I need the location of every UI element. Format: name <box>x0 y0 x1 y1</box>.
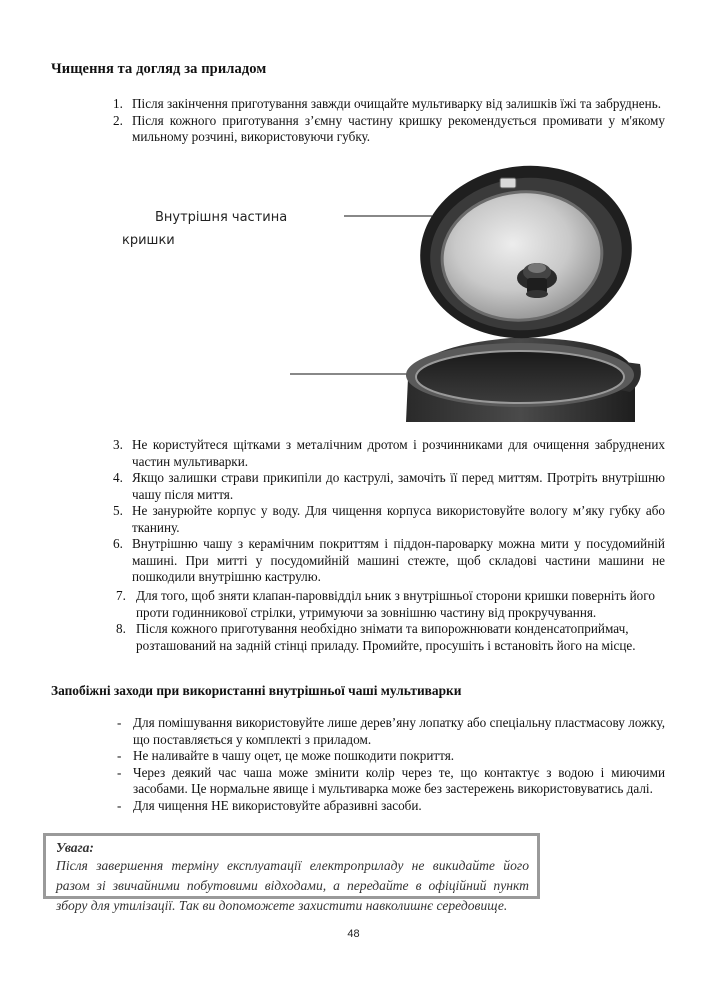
notice-body: Після завершення терміну експлуатації електроприладу не викидайте його разом зі звичайними побутовими відходами, а передайте в офіційний пункт збору для утилізації. Так ви допоможете захистити навколишнє середовище. <box>56 858 529 913</box>
list-item-number: 1. <box>113 96 123 111</box>
list-bullet: - <box>117 715 122 730</box>
list-item <box>113 503 665 536</box>
list-item-number: 6. <box>113 536 123 551</box>
caption-line: кришки <box>122 233 175 248</box>
precautions-heading: Запобіжні заходи при використанні внутрішньої чаші мультиварки <box>51 683 462 698</box>
precautions-list <box>117 715 665 814</box>
list-item <box>116 621 656 654</box>
list-item-number: 8. <box>116 621 126 636</box>
list-item <box>117 765 665 798</box>
list-item-text: Після кожного приготування з’ємну частину кришку рекомендується промивати у м'якому мильному розчині, використовуючи губку. <box>132 112 665 144</box>
list-item <box>113 113 665 146</box>
list-item-number: 7. <box>116 588 126 603</box>
list-bullet: - <box>117 764 122 780</box>
list-item <box>117 715 665 748</box>
warning-notice-box <box>43 833 540 913</box>
list-item-text: Для чищення НЕ використовуйте абразивні засоби. <box>133 797 422 813</box>
list-item-text: Для помішування використовуйте лише дерев’яну лопатку або спеціальну пластмасову ложку, що поставляється у комплекті з приладом. <box>133 715 665 747</box>
list-item <box>113 536 665 586</box>
list-item-text: Не наливайте в чашу оцет, це може пошкодити покриття. <box>133 748 455 763</box>
list-item-text: Не користуйтеся щітками з металічним дротом і розчинниками для очищення забруднених частин мультиварки. <box>132 437 665 469</box>
cleaning-list-part-2 <box>113 437 665 586</box>
list-item <box>116 588 656 621</box>
list-item <box>113 437 665 470</box>
cleaning-list-part-3 <box>116 588 656 654</box>
list-item-number: 2. <box>113 112 123 128</box>
cleaning-list-part-1 <box>113 96 665 146</box>
list-item-number: 5. <box>113 503 123 518</box>
list-item-number: 4. <box>113 470 123 485</box>
multicooker-open-lid-photo <box>280 160 670 422</box>
list-item <box>117 748 665 765</box>
list-item-text: Через деякий час чаша може змінити колір через те, що контактує з водою і миючими засобами. Це нормальне явище і мультиварка може без застережень використовуватись далі. <box>133 764 665 796</box>
list-bullet: - <box>117 748 122 763</box>
list-item <box>113 470 665 503</box>
list-item-text: Після закінчення приготування завжди очищайте мультиварку від залишків їжі та забруднень. <box>132 96 662 111</box>
notice-title: Увага: <box>56 840 94 855</box>
list-bullet: - <box>117 797 122 813</box>
list-item-text: Для того, щоб зняти клапан-пароввідділ ьник з внутрішньої сторони кришки поверніть його проти годинникової стрілки, утримуючи за зовнішню частину від прокручування. <box>136 588 655 620</box>
caption-line: Внутрішня частина <box>155 210 288 225</box>
list-item <box>113 96 665 113</box>
list-item <box>117 798 665 815</box>
section-heading: Чищення та догляд за приладом <box>51 61 267 77</box>
list-item-text: Внутрішню чашу з керамічним покриттям і піддон-пароварку можна мити у посудомийній машині. При митті у посудомийній машині стежте, щоб складові частини машини не пошкодили внутрішню каструлю. <box>132 536 665 584</box>
list-item-text: Не занурюйте корпус у воду. Для чищення корпуса використовуйте вологу м’яку губку або тканину. <box>132 503 665 535</box>
list-item-text: Якщо залишки страви прикипіли до каструлі, замочіть її перед миттям. Протріть внутрішню чашу після миття. <box>132 470 665 502</box>
list-item-number: 3. <box>113 437 123 452</box>
page-number: 48 <box>347 928 360 940</box>
list-item-text: Після кожного приготування необхідно знімати та випорожнювати конденсатоприймач, розташований на задній стінці приладу. Промийте, просушіть і встановіть його на місце. <box>136 621 636 653</box>
